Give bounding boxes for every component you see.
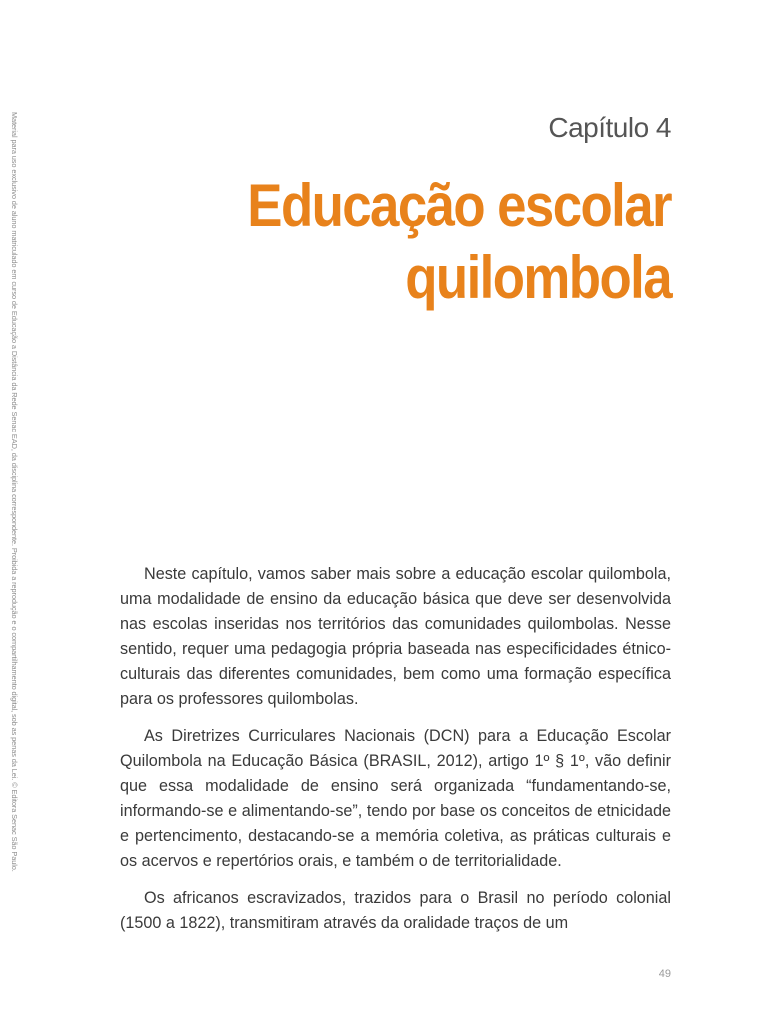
chapter-label: Capítulo 4	[548, 112, 671, 143]
copyright-side-notice	[8, 112, 20, 980]
chapter-body	[120, 562, 671, 948]
body-paragraph: Os africanos escravizados, trazidos para o Brasil no período colonial (1500 a 1822), transmitiram através da oralidade traços de um	[120, 889, 671, 932]
body-paragraph: Neste capítulo, vamos saber mais sobre a educação escolar quilombola, uma modalidade de ensino da educação básica que deve ser desenvolvida nas escolas inseridas nos territórios das comunidades quilombolas. Nesse sentido, requer uma pedagogia própria baseada nas especificidades étnico-culturais das diferentes comunidades, bem como uma formação específica para os professores quilombolas.	[120, 565, 671, 708]
chapter-title: Educação escolar quilombola	[247, 172, 672, 311]
body-paragraph: As Diretrizes Curriculares Nacionais (DCN) para a Educação Escolar Quilombola na Educação Básica (BRASIL, 2012), artigo 1º § 1º, vão definir que essa modalidade de ensino será organizada “fundamentando-se, informando-se e alimentando-se”, tendo por base os conceitos de etnicidade e pertencimento, destacando-se a memória coletiva, as práticas culturais e os acervos e repertórios orais, e também o de territorialidade.	[120, 727, 671, 870]
copyright-side-notice-text: Material para uso exclusivo de aluno matriculado em curso de Educação a Distância da Rede Senac EAD, da disciplina correspondente. Proibida a reprodução e o compartilhamento digital, sob as penas da Lei. © Editora Senac São Paulo.	[10, 112, 19, 872]
page-number: 49	[658, 968, 671, 980]
